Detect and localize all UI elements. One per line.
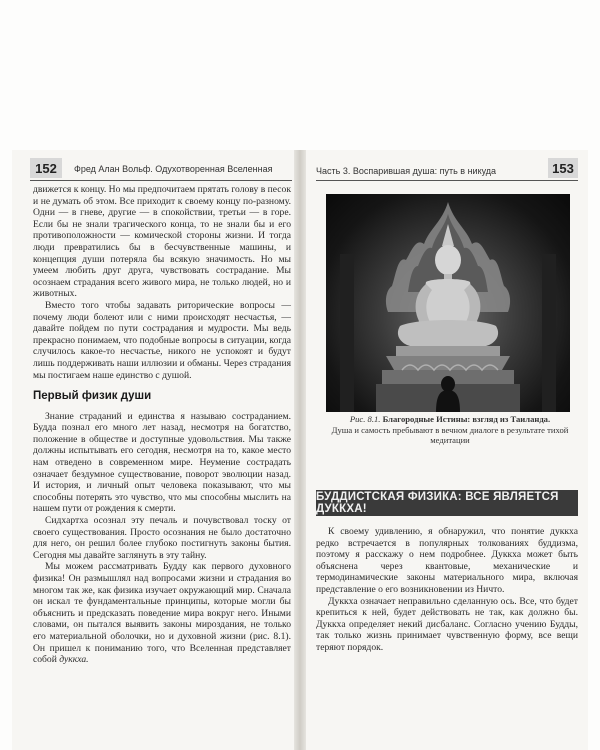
paragraph-text: Мы можем рассматривать Будду как первого духовного физика! Он размышлял над вопросами жизни и страдания во многом так же, как физика изучает окружающий мир. Сначала он искал те фундаментальные принципы, которые могли бы объяснить и предсказать поведение мира вокруг него. Иными словами, он пытался выявить законы мироздания, не только его материальной оболочки, но и духовной жизни (рис. 8.1). Он пришел к пониманию того, что Вселенная представляет собой bbox=[33, 561, 291, 666]
buddha-statue-illustration bbox=[326, 194, 570, 412]
paragraph: движется к концу. Но мы предпочитаем прятать голову в песок и не думать об этом. Все приходит к своему концу по-разному. Одни — в гневе, другие — в спокойствии, третьи — в горе. Если бы не знали трагического конца, то не знали бы и его противоположности — комической стороны жизни. И тогда люди превратились бы в бесчувственные машины, и концепция души потеряла бы всякую значимость. Но мы умеем любить друг друга, чувствовать сострадание. Мы осознаем страдания всего живого мира, не только людей, но и животных. bbox=[33, 184, 291, 300]
left-page-body bbox=[33, 184, 291, 666]
paragraph: Сидхартха осознал эту печаль и почувствовал тоску от своего существования. Просто осознания не было достаточно для него, он решил более глубоко постигнуть законы бытия. Сегодня мы давайте заглянуть в эту тайну. bbox=[33, 515, 291, 561]
paragraph bbox=[33, 561, 291, 665]
caption-title-line bbox=[330, 414, 570, 425]
left-page-header bbox=[30, 158, 292, 181]
caption-title: Благородные Истины: взгляд из Таиланда. bbox=[382, 414, 551, 424]
paragraph: Вместо того чтобы задавать риторические вопросы — почему люди болеют или с ними происходят несчастья, — давайте пойдем по пути сострадания и мудрости. Мы ведь прекрасно понимаем, что подобные вопросы в ситуации, когда случилось какое-то несчастье, никого не успокоят и будут лишь поддерживать наши иллюзии и обманы. Через страдания мы постигаем наше единство с душой. bbox=[33, 299, 291, 381]
section-banner: БУДДИСТСКАЯ ФИЗИКА: ВСЕ ЯВЛЯЕТСЯ ДУККХА! bbox=[316, 490, 578, 516]
italic-term: дуккха. bbox=[59, 654, 89, 666]
figure-caption bbox=[330, 414, 570, 446]
right-page-body bbox=[316, 526, 578, 654]
left-page-number: 152 bbox=[30, 158, 62, 178]
caption-label: Рис. 8.1. bbox=[349, 414, 381, 424]
book-gutter bbox=[294, 150, 306, 750]
caption-text: Душа и самость пребывают в вечном диалоге в результате тихой медитации bbox=[331, 424, 569, 445]
paragraph: К своему удивлению, я обнаружил, что понятие дуккха редко встречается в популярных толкованиях буддизма, поэтому я расскажу о нем подробнее. Дуккха может быть объяснена через квантовые, механические и термодинамические законы материального мира, включая представление о его возникновении из Ничто. bbox=[316, 526, 578, 595]
paragraph: Знание страданий и единства я называю состраданием. Будда познал его много лет назад, несмотря на богатство, положение в обществе и доступные удовольствия. Мы также должны испытывать его сегодня, несмотря на то, какое место нам отведено в современном мире. Неумение сострадать означает бездумное существование, поворот эволюции назад. И история, и личный опыт человека показывают, что мы способны потерять это чувство, что мы способны мыслить на нашем пути от рождения к смерти. bbox=[33, 410, 291, 515]
right-page-number: 153 bbox=[548, 158, 578, 178]
section-heading: Первый физик души bbox=[33, 390, 152, 403]
right-page-header bbox=[316, 158, 578, 181]
buddha-photo bbox=[326, 194, 570, 412]
right-running-head: Часть 3. Воспарившая душа: путь в никуда bbox=[316, 166, 497, 176]
left-running-head: Фред Алан Вольф. Одухотворенная Вселенная bbox=[74, 164, 273, 174]
paragraph: Дуккха означает неправильно сделанную ось. Все, что будет крепиться к ней, будет действовать не так, как должно бы. Дуккха определяет некий дисбаланс. Согласно учению Будды, так только жизнь принимает чувственную форму, все вещи теряют порядок. bbox=[316, 595, 578, 653]
